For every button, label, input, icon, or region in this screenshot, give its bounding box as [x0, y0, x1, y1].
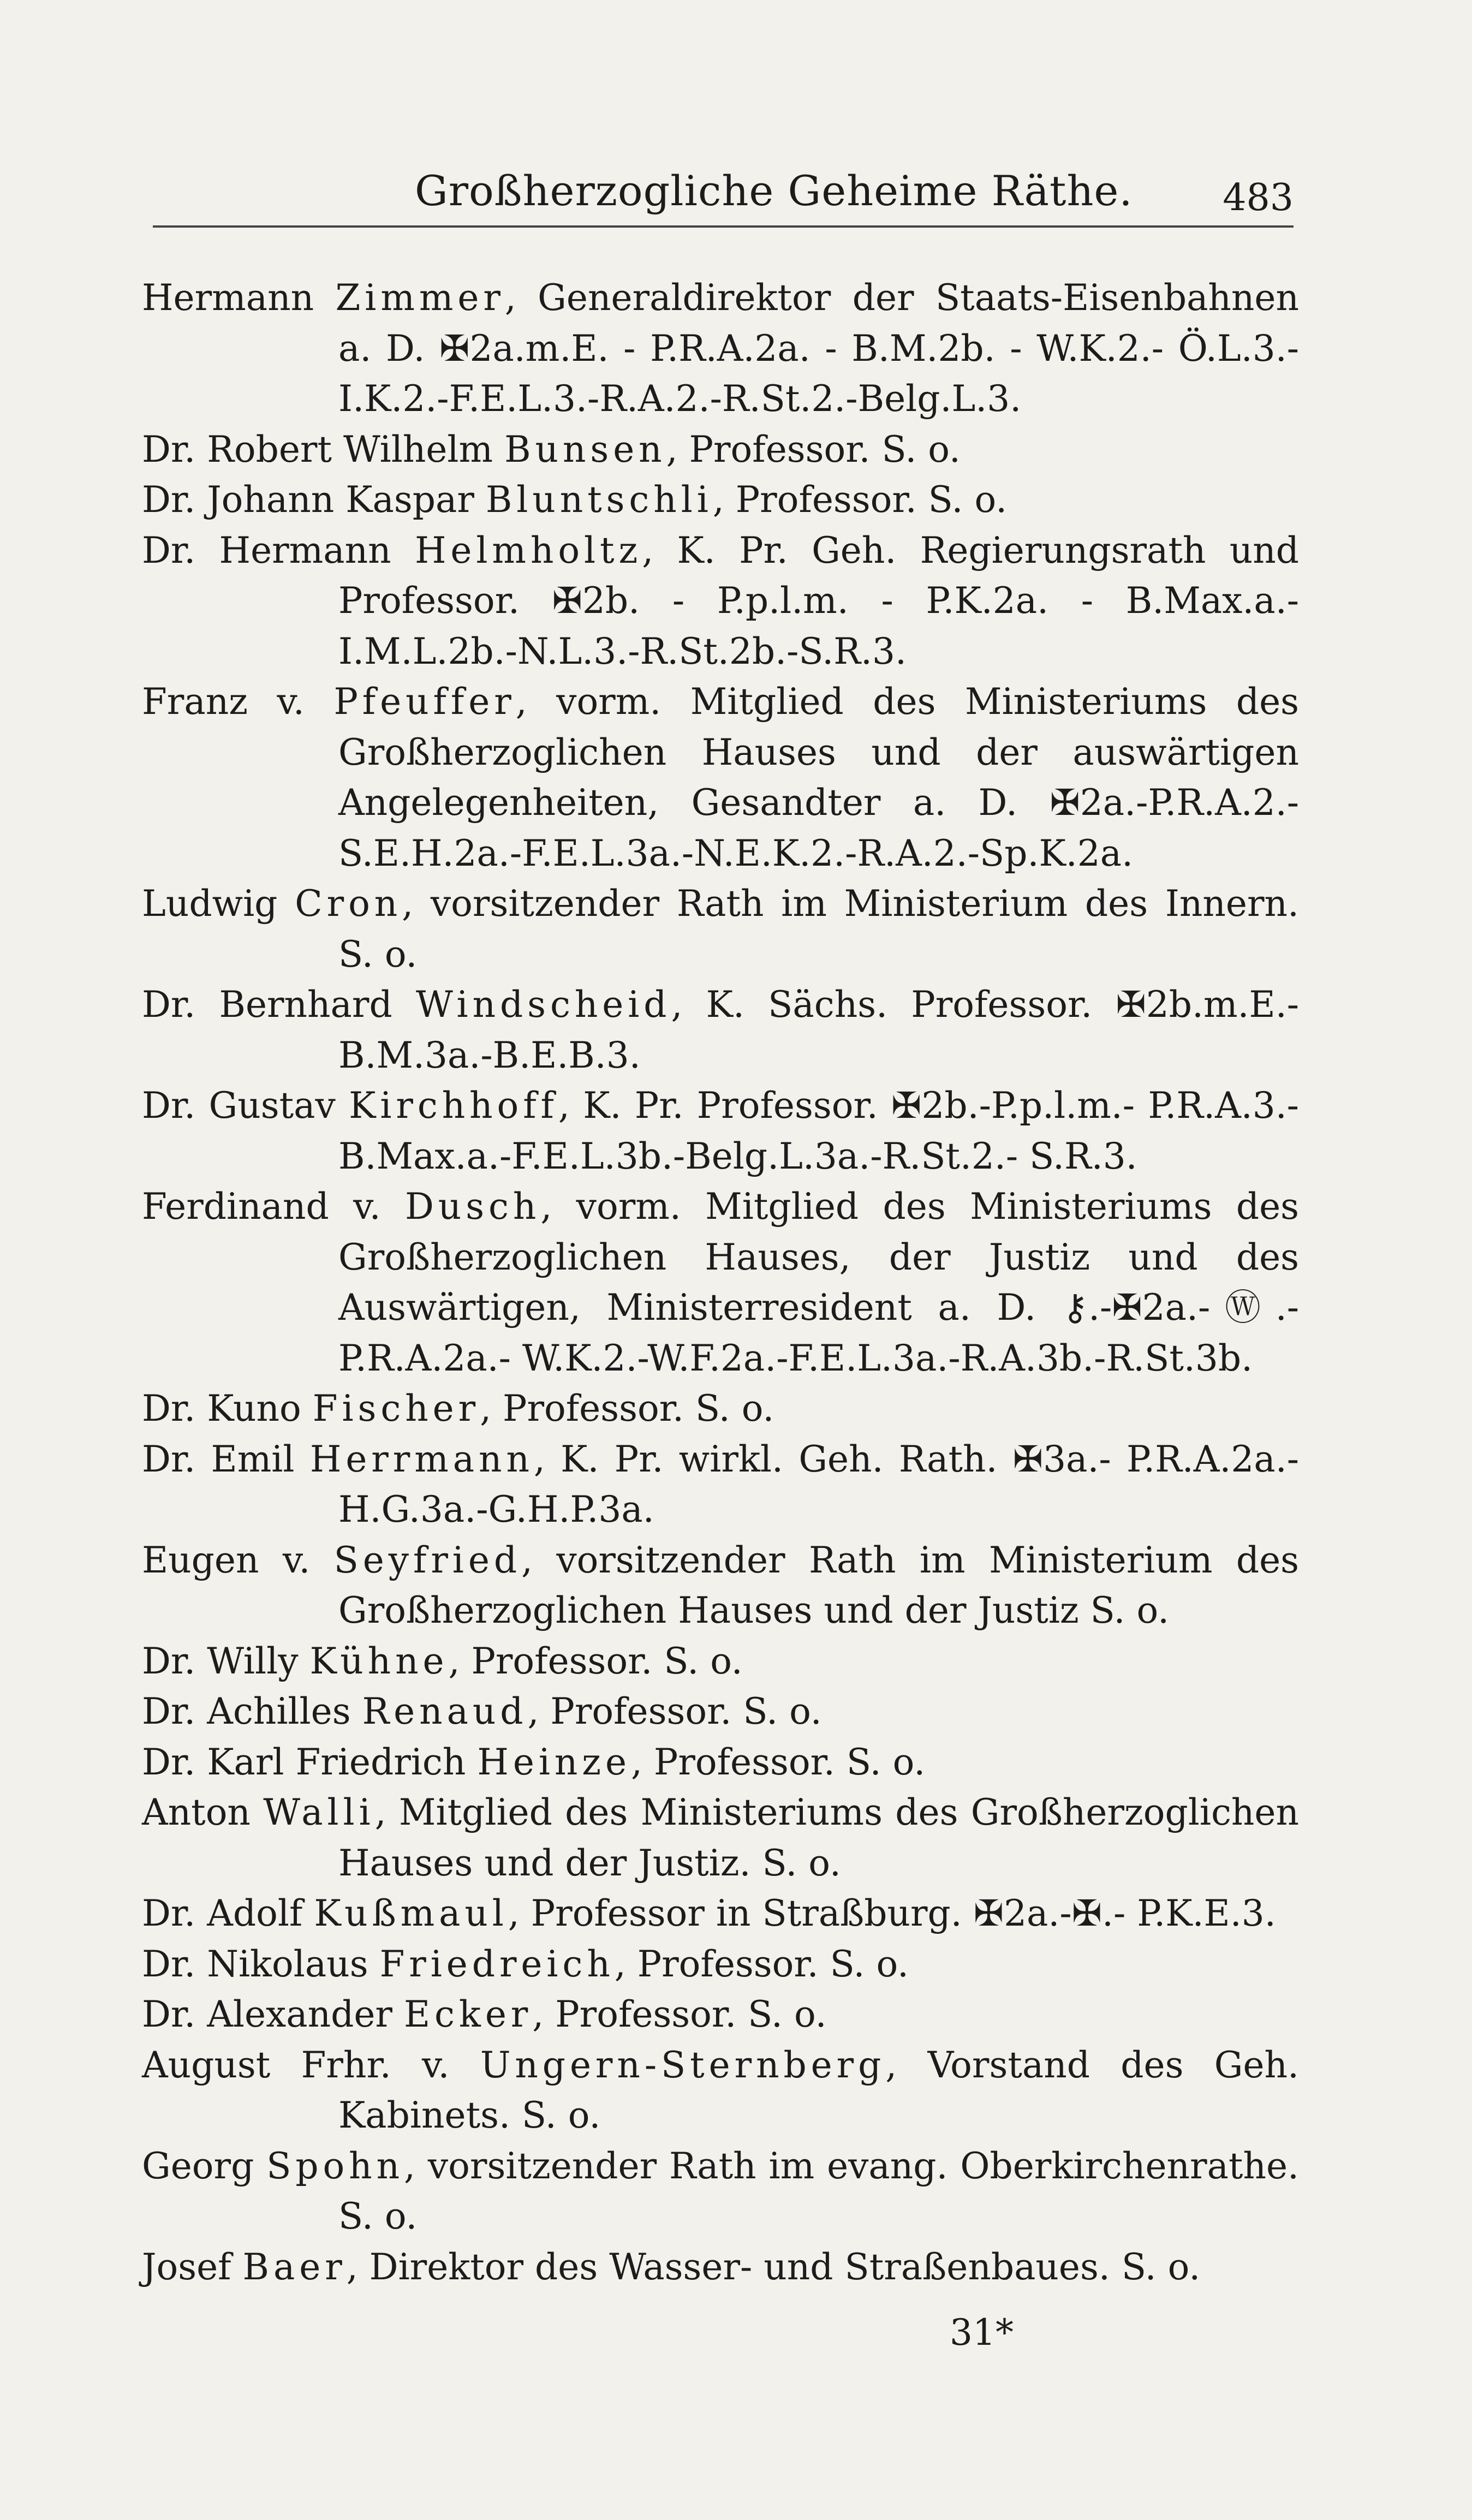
entry: Dr. Alexander Ecker, Professor. S. o.	[142, 1993, 827, 2035]
signature-mark: 31*	[950, 2312, 1014, 2354]
surname: Kühne	[309, 1640, 449, 1682]
surname: Kußmaul	[314, 1892, 508, 1934]
surname: Renaud	[362, 1690, 528, 1732]
header-rule	[153, 225, 1294, 228]
surname: Ecker	[403, 1993, 533, 2035]
entry: Dr. Robert Wilhelm Bunsen, Professor. S. o.	[142, 428, 961, 470]
entry: Hermann Zimmer, Generaldirektor der Staats-Eisenbahnen a. D. ✠2a.m.E. - P.R.A.2a. - B.M.2b. - W.K.2.- Ö.L.3.-I.K.2.-F.E.L.3.-R.A.2.-R.St.2.-Belg.L.3.	[142, 277, 1299, 420]
entry: Georg Spohn, vorsitzender Rath im evang. Oberkirchenrathe. S. o.	[142, 2144, 1299, 2237]
surname: Kirchhoff	[349, 1085, 558, 1127]
entry: Dr. Kuno Fischer, Professor. S. o.	[142, 1387, 774, 1429]
surname: Baer	[242, 2245, 347, 2288]
entry-list	[142, 273, 1299, 2292]
entry: Ferdinand v. Dusch, vorm. Mitglied des Ministeriums des Großherzoglichen Hauses, der Justiz und des Auswärtigen, Ministerresident a. D. ⚷.-✠2a.-Ⓦ.-P.R.A.2a.- W.K.2.-W.F.2a.-F.E.L.3a.-R.A.3b.-R.St.3b.	[142, 1185, 1299, 1379]
surname: Bluntschli	[485, 479, 713, 521]
entry: Ludwig Cron, vorsitzender Rath im Ministerium des Innern. S. o.	[142, 883, 1300, 975]
entry: Dr. Hermann Helmholtz, K. Pr. Geh. Regierungsrath und Professor. ✠2b. - P.p.l.m. - P.K.2a. - B.Max.a.- I.M.L.2b.-N.L.3.-R.St.2b.-S.R.3.	[142, 529, 1299, 672]
surname: Windscheid	[415, 984, 671, 1026]
surname: Pfeuffer	[333, 681, 516, 723]
entry: Eugen v. Seyfried, vorsitzender Rath im Ministerium des Großherzoglichen Hauses und der Justiz S. o.	[142, 1539, 1299, 1631]
entry: Dr. Johann Kaspar Bluntschli, Professor. S. o.	[142, 479, 1008, 521]
surname: Heinze	[477, 1741, 631, 1783]
entry: Dr. Achilles Renaud, Professor. S. o.	[142, 1690, 822, 1732]
entry: Dr. Emil Herrmann, K. Pr. wirkl. Geh. Rath. ✠3a.- P.R.A.2a.-H.G.3a.-G.H.P.3a.	[142, 1438, 1300, 1530]
entry: Dr. Nikolaus Friedreich, Professor. S. o.	[142, 1943, 909, 1985]
page-number: 483	[1223, 176, 1294, 219]
entry: Dr. Adolf Kußmaul, Professor in Straßburg. ✠2a.-✠.- P.K.E.3.	[142, 1892, 1276, 1934]
surname: Ungern-Sternberg	[480, 2044, 886, 2086]
surname: Helmholtz	[414, 529, 642, 571]
page-header	[153, 161, 1294, 232]
entry: Franz v. Pfeuffer, vorm. Mitglied des Ministeriums des Großherzoglichen Hauses und der auswärtigen Angelegenheiten, Gesandter a. D. ✠2a.-P.R.A.2.- S.E.H.2a.-F.E.L.3a.-N.E.K.2.-R.A.2.-Sp.K.2a.	[142, 681, 1300, 874]
surname: Bunsen	[504, 428, 666, 470]
entry: Dr. Karl Friedrich Heinze, Professor. S. o.	[142, 1741, 926, 1783]
surname: Herrmann	[309, 1438, 534, 1480]
surname: Walli	[263, 1791, 375, 1833]
entry: August Frhr. v. Ungern-Sternberg, Vorstand des Geh. Kabinets. S. o.	[142, 2044, 1300, 2136]
surname: Zimmer	[335, 277, 505, 319]
entry: Dr. Gustav Kirchhoff, K. Pr. Professor. ✠2b.-P.p.l.m.- P.R.A.3.-B.Max.a.-F.E.L.3b.-Belg.L.3a.-R.St.2.- S.R.3.	[142, 1085, 1299, 1177]
entry: Anton Walli, Mitglied des Ministeriums des Großherzoglichen Hauses und der Justiz. S. o.	[142, 1791, 1299, 1884]
entry: Dr. Willy Kühne, Professor. S. o.	[142, 1640, 743, 1682]
surname: Friedreich	[379, 1943, 615, 1985]
entry: Dr. Bernhard Windscheid, K. Sächs. Professor. ✠2b.m.E.- B.M.3a.-B.E.B.3.	[142, 984, 1299, 1076]
surname: Cron	[295, 883, 402, 925]
surname: Spohn	[266, 2144, 404, 2187]
entry: Josef Baer, Direktor des Wasser- und Straßenbaues. S. o.	[142, 2245, 1201, 2288]
running-title: Großherzogliche Geheime Räthe.	[415, 166, 1133, 215]
surname: Dusch	[404, 1185, 541, 1228]
surname: Seyfried	[333, 1539, 521, 1581]
surname: Fischer	[312, 1387, 480, 1429]
